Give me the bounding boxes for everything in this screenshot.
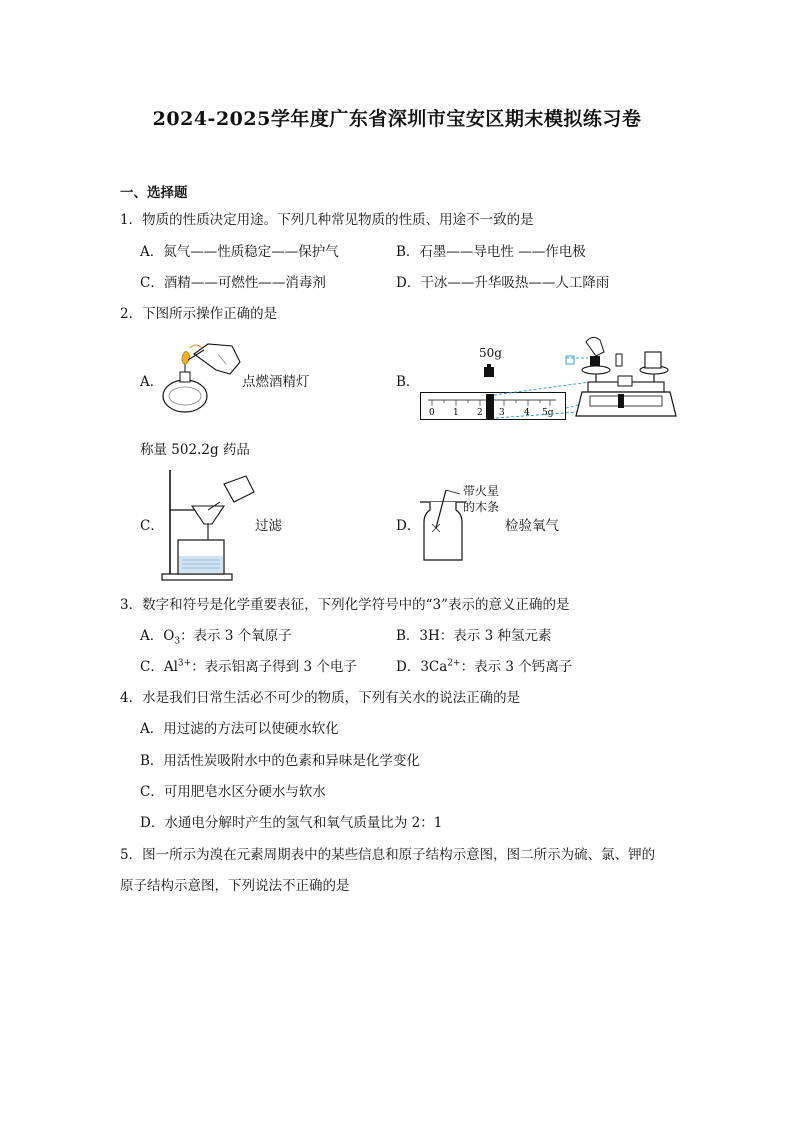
question-3-option-c: C．$Al^{3+}$：表示铝离子得到 3 个电子 <box>140 658 357 675</box>
weight-block-icon <box>483 364 495 378</box>
question-1-stem: 1．物质的性质决定用途。下列几种常见物质的性质、用途不一致的是 <box>120 212 534 228</box>
question-3-option-a: A．$O_3$：表示 3 个氧原子 <box>140 628 292 647</box>
balance-figure <box>560 332 680 424</box>
ruler-tick-0: 0 <box>429 408 435 418</box>
question-3-stem: 3．数字和符号是化学重要表征，下列化学符号中的“3”表示的意义正确的是 <box>120 597 570 613</box>
question-1-option-b: B．石墨——导电性 ——作电极 <box>396 244 586 260</box>
wood-stick-label-line1: 带火星 <box>463 484 500 498</box>
question-2-option-c-label: C． <box>140 518 164 534</box>
question-3-option-d: D．$3Ca^{2+}$：表示 3 个钙离子 <box>396 658 573 675</box>
question-2-option-b-caption: 称量 502.2g 药品 <box>140 442 250 458</box>
question-2-option-d-caption: 检验氧气 <box>505 518 559 534</box>
balance-scale-ruler <box>420 392 566 422</box>
question-1-option-d: D．干冰——升华吸热——人工降雨 <box>396 275 610 291</box>
question-2-option-b-label: B． <box>396 374 420 390</box>
question-2-option-c-caption: 过滤 <box>255 518 282 534</box>
question-4-option-d: D．水通电分解时产生的氢气和氧气质量比为 2：1 <box>140 815 443 831</box>
question-4-option-a: A．用过滤的方法可以使硬水软化 <box>140 721 339 737</box>
alcohol-lamp-figure <box>160 336 250 416</box>
ruler-tick-1: 1 <box>453 408 459 418</box>
question-5-stem-line2: 原子结构示意图，下列说法不正确的是 <box>120 878 350 894</box>
weight-label: 50g <box>479 346 502 360</box>
question-1-option-a: A．氮气——性质稳定——保护气 <box>140 244 339 260</box>
gas-bottle-figure <box>416 488 472 564</box>
ruler-tick-5g: 5g <box>542 408 554 418</box>
wood-stick-label-line2: 的木条 <box>463 500 500 514</box>
question-4-stem: 4．水是我们日常生活必不可少的物质，下列有关水的说法正确的是 <box>120 690 521 706</box>
question-3-option-b: B．3H：表示 3 种氢元素 <box>396 628 552 644</box>
ruler-tick-4: 4 <box>524 408 530 418</box>
ruler-tick-3: 3 <box>499 408 505 418</box>
question-4-option-c: C．可用肥皂水区分硬水与软水 <box>140 784 326 800</box>
question-2-stem: 2．下图所示操作正确的是 <box>120 306 278 322</box>
question-2-option-d-label: D． <box>396 518 421 534</box>
section-heading: 一、选择题 <box>120 185 188 201</box>
question-2-option-a-label: A． <box>140 374 164 390</box>
filtration-figure <box>160 466 260 582</box>
question-5-stem-line1: 5．图一所示为溴在元素周期表中的某些信息和原子结构示意图，图二所示为硫、氯、钾的 <box>120 847 656 863</box>
question-1-option-c: C．酒精——可燃性——消毒剂 <box>140 275 326 291</box>
ruler-tick-2: 2 <box>477 408 483 418</box>
question-4-option-b: B．用活性炭吸附水中的色素和异味是化学变化 <box>140 753 420 769</box>
page-title: 2024-2025学年度广东省深圳市宝安区期末模拟练习卷 <box>152 108 642 130</box>
question-2-option-a-caption: 点燃酒精灯 <box>242 374 310 390</box>
